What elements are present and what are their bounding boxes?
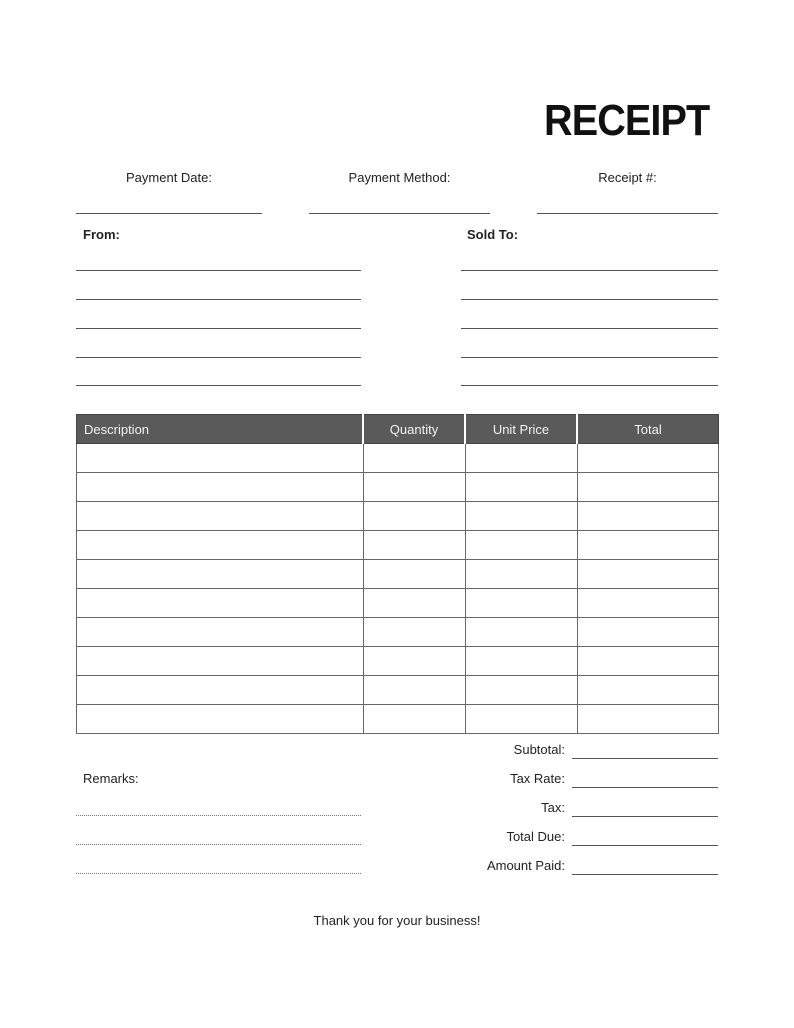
cell-quantity[interactable] (363, 473, 465, 502)
column-description: Description (77, 415, 364, 444)
tax-rate-field[interactable] (572, 787, 718, 788)
sold-to-line[interactable] (461, 328, 718, 329)
from-line[interactable] (76, 328, 361, 329)
cell-total[interactable] (577, 531, 719, 560)
footer-thanks: Thank you for your business! (313, 913, 481, 928)
total-due-field[interactable] (572, 845, 718, 846)
table-row (77, 473, 719, 502)
cell-total[interactable] (577, 676, 719, 705)
cell-quantity[interactable] (363, 560, 465, 589)
cell-total[interactable] (577, 444, 719, 473)
from-line[interactable] (76, 299, 361, 300)
cell-total[interactable] (577, 589, 719, 618)
table-row (77, 676, 719, 705)
cell-unit-price[interactable] (465, 560, 577, 589)
cell-total[interactable] (577, 502, 719, 531)
sold-to-label: Sold To: (467, 227, 519, 242)
remarks-line[interactable] (76, 815, 361, 816)
payment-date-label: Payment Date: (126, 170, 212, 185)
cell-quantity[interactable] (363, 502, 465, 531)
payment-method-field[interactable] (309, 213, 490, 214)
cell-description[interactable] (77, 647, 364, 676)
table-row (77, 531, 719, 560)
payment-method-label: Payment Method: (348, 170, 451, 185)
cell-quantity[interactable] (363, 618, 465, 647)
cell-unit-price[interactable] (465, 618, 577, 647)
column-unit-price: Unit Price (465, 415, 577, 444)
table-row (77, 560, 719, 589)
table-row (77, 705, 719, 734)
remarks-line[interactable] (76, 844, 361, 845)
cell-unit-price[interactable] (465, 647, 577, 676)
from-line[interactable] (76, 385, 361, 386)
cell-description[interactable] (77, 618, 364, 647)
cell-quantity[interactable] (363, 531, 465, 560)
receipt-number-label: Receipt #: (598, 170, 657, 185)
amount-paid-field[interactable] (572, 874, 718, 875)
subtotal-label: Subtotal: (513, 742, 565, 757)
receipt-title: RECEIPT (544, 96, 710, 145)
cell-description[interactable] (77, 444, 364, 473)
cell-quantity[interactable] (363, 444, 465, 473)
tax-label: Tax: (541, 800, 565, 815)
subtotal-field[interactable] (572, 758, 718, 759)
cell-quantity[interactable] (363, 647, 465, 676)
sold-to-line[interactable] (461, 385, 718, 386)
cell-unit-price[interactable] (465, 531, 577, 560)
table-row (77, 444, 719, 473)
table-row (77, 618, 719, 647)
cell-unit-price[interactable] (465, 676, 577, 705)
cell-description[interactable] (77, 473, 364, 502)
amount-paid-label: Amount Paid: (486, 858, 565, 873)
cell-total[interactable] (577, 647, 719, 676)
remarks-line[interactable] (76, 873, 361, 874)
cell-unit-price[interactable] (465, 473, 577, 502)
table-row (77, 589, 719, 618)
cell-unit-price[interactable] (465, 444, 577, 473)
sold-to-line[interactable] (461, 270, 718, 271)
tax-field[interactable] (572, 816, 718, 817)
cell-unit-price[interactable] (465, 705, 577, 734)
sold-to-line[interactable] (461, 357, 718, 358)
cell-quantity[interactable] (363, 676, 465, 705)
column-quantity: Quantity (363, 415, 465, 444)
cell-total[interactable] (577, 705, 719, 734)
table-header-row (77, 415, 719, 444)
from-label: From: (83, 227, 120, 242)
receipt-number-field[interactable] (537, 213, 718, 214)
cell-description[interactable] (77, 502, 364, 531)
payment-date-field[interactable] (76, 213, 262, 214)
from-line[interactable] (76, 270, 361, 271)
table-row (77, 647, 719, 676)
items-table (76, 414, 719, 734)
cell-description[interactable] (77, 531, 364, 560)
sold-to-line[interactable] (461, 299, 718, 300)
table-row (77, 502, 719, 531)
cell-total[interactable] (577, 473, 719, 502)
cell-quantity[interactable] (363, 705, 465, 734)
cell-description[interactable] (77, 676, 364, 705)
remarks-label: Remarks: (83, 771, 139, 786)
from-line[interactable] (76, 357, 361, 358)
cell-total[interactable] (577, 618, 719, 647)
cell-description[interactable] (77, 560, 364, 589)
cell-description[interactable] (77, 705, 364, 734)
total-due-label: Total Due: (506, 829, 565, 844)
cell-total[interactable] (577, 560, 719, 589)
column-total: Total (577, 415, 719, 444)
tax-rate-label: Tax Rate: (510, 771, 565, 786)
cell-quantity[interactable] (363, 589, 465, 618)
cell-unit-price[interactable] (465, 589, 577, 618)
cell-unit-price[interactable] (465, 502, 577, 531)
cell-description[interactable] (77, 589, 364, 618)
